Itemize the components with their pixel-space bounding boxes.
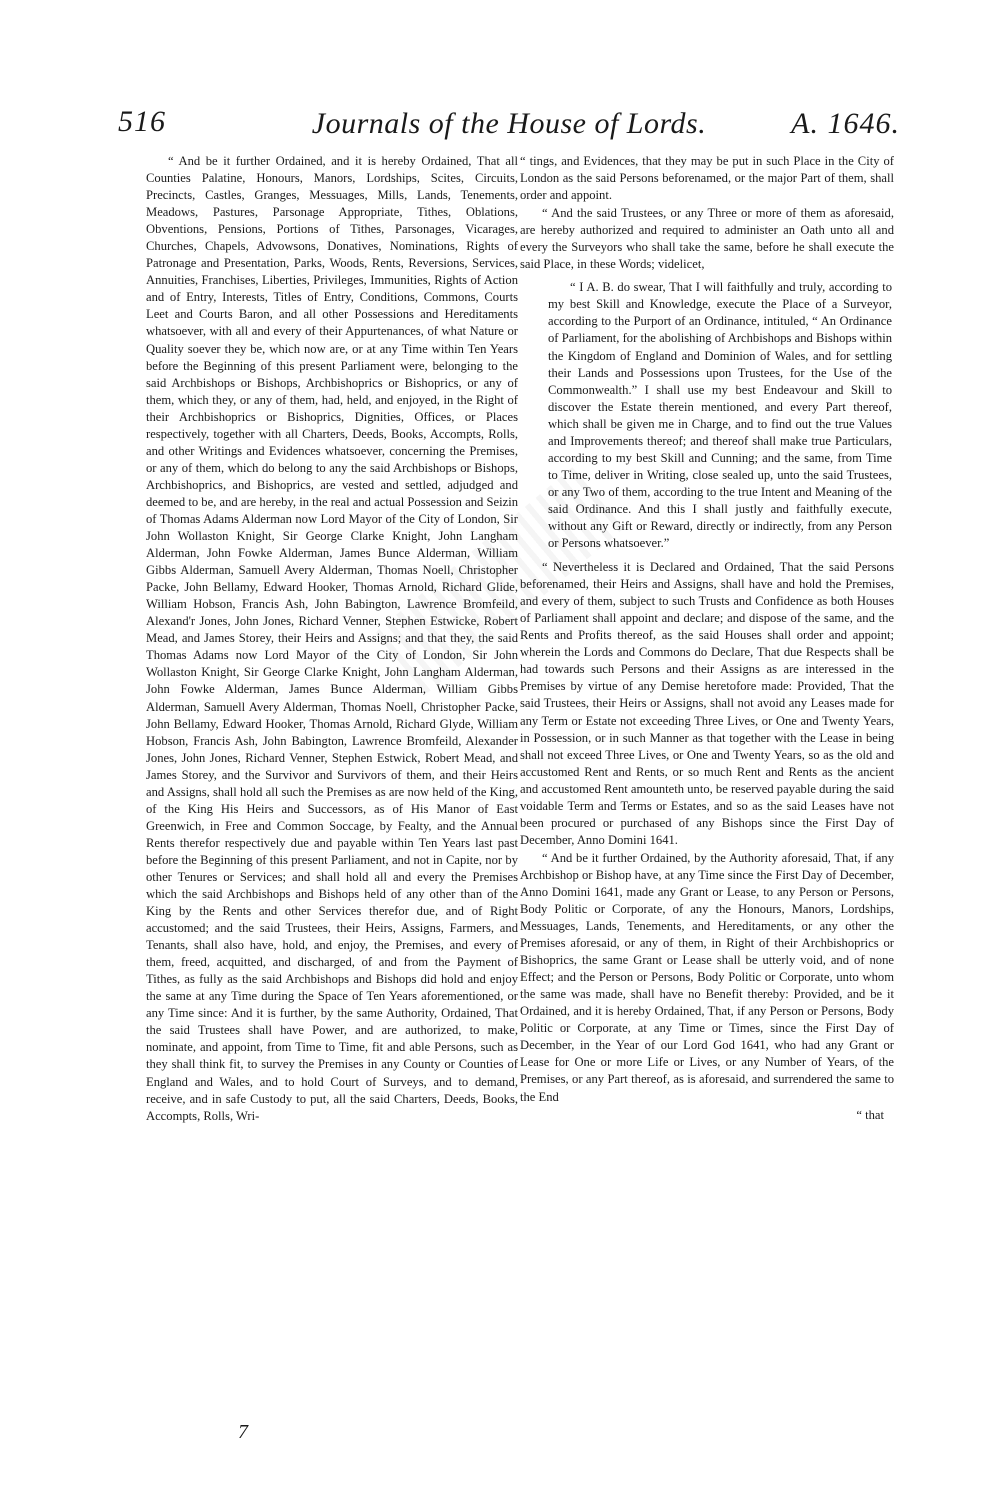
- oath-instruction-paragraph: “ And the said Trustees, or any Three or more of them as aforesaid, are hereby authorized and required to administer an Oath unto all and every the Surveyors who shall take the same, before he shall execute the said Place, in these Words; videlicet,: [520, 206, 894, 272]
- running-year: A. 1646.: [791, 107, 900, 140]
- running-title: Journals of the House of Lords.: [311, 107, 707, 140]
- further-ordained-paragraph: “ And be it further Ordained, by the Authority aforesaid, That, if any Archbishop or Bishop have, at any Time since the First Day of December, Anno Domini 1641, made any Grant or Lease, to any Person or Persons, Body Politic or Corporate, of any the Honours, Manors, Lordships, Messuages, Lands, Tenements, and Hereditaments, or any other the Premises aforesaid, or any of them, in Right of their Archbishoprics or Bishoprics, the same Grant or Lease shall be utterly void, and of none Effect; and the Person or Persons, Body Politic or Corporate, unto whom the same was made, shall have no Benefit thereby: Provided, and be it Ordained, and it is hereby Ordained, That, if any Person or Persons, Body Politic or Corporate, at any Time or Times, since the First Day of December, in the Year of our Lord God 1641, who had any Grant or Lease for One or more Life or Lives, or any Number of Years, of the Premises, or any Part thereof, as is aforesaid, and surrendered the same to the End: [520, 850, 894, 1104]
- signature-mark: 7: [238, 1421, 248, 1443]
- running-header: [118, 103, 900, 147]
- continuation-paragraph: “ tings, and Evidences, that they may be put in such Place in the City of London as the said Persons beforenamed, or the major Part of them, shall order and appoint.: [520, 154, 894, 203]
- catchword: “ that: [856, 1107, 884, 1122]
- ordinance-paragraph: “ And be it further Ordained, and it is hereby Ordained, That all Counties Palatine, Honours, Manors, Lordships, Scites, Circuits, Precincts, Castles, Granges, Messuages, Mills, Lands, Tenements, Meadows, Pastures, Parsonage Appropriate, Tithes, Oblations, Obventions, Pensions, Portions of Tithes, Parsonages, Vicarages, Churches, Chapels, Advowsons, Donatives, Nominations, Rights of Patronage and Presentation, Parks, Woods, Rents, Reversions, Services, Annuities, Franchises, Liberties, Privileges, Immunities, Rights of Action and of Entry, Interests, Titles of Entry, Conditions, Commons, Courts Leet and Courts Baron, and all other Possessions and Hereditaments whatsoever, with all and every of their Appurtenances, of what Nature or Quality soever they be, which now are, or at any Time within Ten Years before the Beginning of this present Parliament were, belonging to the said Archbishops or Bishops, Archbishoprics or Bishoprics, or any of them, which they, or any of them, had, held, and enjoyed, in the Right of their Archbishoprics or Bishoprics, Dignities, Offices, or Places respectively, together with all Charters, Deeds, Books, Accompts, Rolls, and other Writings and Evidences whatsoever, concerning the Premises, or any of them, which do belong to any the said Archbishops or Bishops, Archbishoprics, and Bishoprics, are vested and settled, adjudged and deemed to be, and are hereby, in the real and actual Possession and Seizin of Thomas Adams Alderman now Lord Mayor of the City of London, Sir John Wollaston Knight, Sir George Clarke Knight, John Langham Alderman, John Fowke Alderman, James Bunce Alderman, William Gibbs Alderman, Samuell Avery Alderman, Thomas Noell, Christopher Packe, John Bellamy, Edward Hooker, Thomas Arnold, Richard Glide, William Hobson, Francis Ash, John Babington, Lawrence Bromfeild, Alexand'r Jones, John Jones, Richard Venner, Stephen Estwicke, Robert Mead, and James Storey, their Heirs and Assigns; and that they, the said Thomas Adams now Lord Mayor of the City of London, Sir John Wollaston Knight, Sir George Clarke Knight, John Langham Alderman, John Fowke Alderman, James Bunce Alderman, William Gibbs Alderman, Samuell Avery Alderman, Thomas Noell, Christopher Packe, John Bellamy, Edward Hooker, Thomas Arnold, Richard Glyde, William Hobson, Francis Ash, John Babington, Lawrence Bromfeild, Alexander Jones, John Jones, Richard Venner, Stephen Estwick, Robert Mead, and James Storey, and the Survivor and Survivors of them, and their Heirs and Assigns, shall hold all such the Premises as are now held of the King, of the King His Heirs and Successors, as of His Manor of East Greenwich, in Free and Common Soccage, by Fealty, and the Annual Rents therefor respectively due and payable within Ten Years last past before the Beginning of this present Parliament, and not in Capite, nor by other Tenures or Services; and shall hold all and every the Premises which the said Archbishops and Bishops held of any other than of the King by the Rents and other Services therefor due, and of Right accustomed; and the said Trustees, their Heirs, Assigns, Farmers, and Tenants, shall also have, hold, and enjoy, the Premises, and every of them, freed, acquitted, and discharged, of and from the Payment of Tithes, as fully as the said Archbishops and Bishops did hold and enjoy the same at any Time during the Space of Ten Years aforementioned, or any Time since: And it is further, by the same Authority, Ordained, That the said Trustees shall have Power, and are authorized, to make, nominate, and appoint, from Time to Time, fit and able Persons, such as they shall think fit, to survey the Premises in any County or Counties of England and Wales, and to hold Court of Surveys, and to demand, receive, and in safe Custody to put, all the said Charters, Deeds, Books, Accompts, Rolls, Wri-: [146, 154, 518, 1123]
- left-column: [146, 153, 518, 1126]
- page-number: 516: [118, 105, 166, 138]
- nevertheless-paragraph: “ Nevertheless it is Declared and Ordained, That the said Persons beforenamed, their Heirs and Assigns, shall have and hold the Premises, and every of them, subject to such Trusts and Confidence as both Houses of Parliament shall appoint and declare; and dispose of the same, and the Rents and Profits thereof, as the said Houses shall order and appoint; wherein the Lords and Commons do Declare, That due Respects shall be had towards such Persons and their Assigns as are interessed in the Premises by virtue of any Demise heretofore made: Provided, That the said Trustees, their Heirs or Assigns, shall not avoid any Leases made for any Term or Estate not exceeding Three Lives, or One and Twenty Years, in Possession, or in such Manner as that together with the Lease in being shall not exceed Three Lives, or One and Twenty Years, so as the old and accustomed Rent and Rents, or so much Rent and Rents as the ancient and accustomed Rent amounteth unto, be reserved payable during the said voidable Term and Terms or Estates, and so as the said Leases have not been procured or purchased of any Bishops since the First Day of December, Anno Domini 1641.: [520, 560, 894, 847]
- surveyor-oath: “ I A. B. do swear, That I will faithfully and truly, according to my best Skill and Knowledge, execute the Place of a Surveyor, according to the Purport of an Ordinance, intituled, “ An Ordinance of Parliament, for the abolishing of Archbishops and Bishops within the Kingdom of England and Dominion of Wales, and for settling their Lands and Possessions upon Trustees, for the Use of the Commonwealth.” I shall use my best Endeavour and Skill to discover the Estate therein mentioned, and every Part thereof, which shall be given me in Charge, and to find out the true Values and Improvements thereof; and thereof shall make true Particulars, according to my best Skill and Cunning; and the same, from Time to Time, deliver in Writing, close sealed up, unto the said Trustees, or any Two of them, according to the true Intent and Meaning of the said Ordinance. And this I shall justly and faithfully execute, without any Gift or Reward, directly or indirectly, from any Person or Persons whatsoever.”: [548, 280, 892, 551]
- right-column: [520, 153, 894, 1124]
